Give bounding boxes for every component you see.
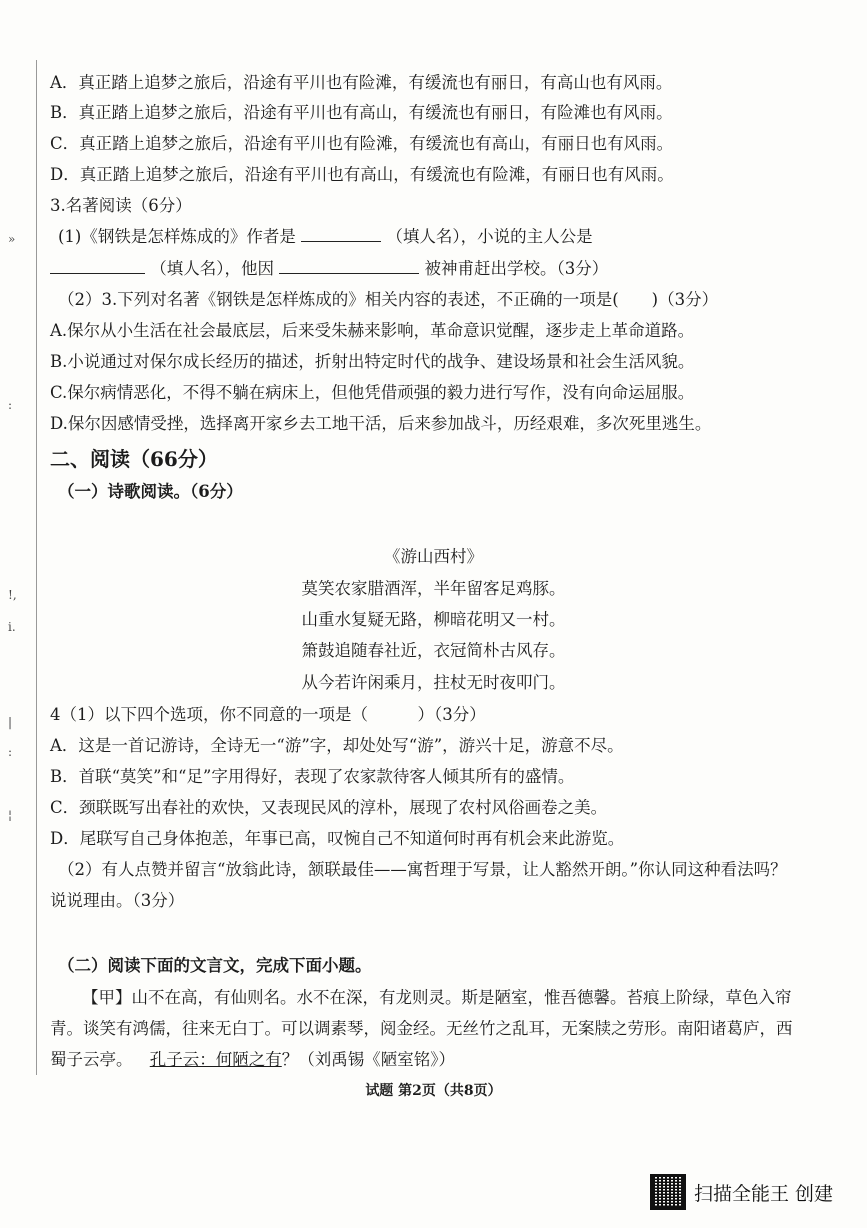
passage-line-2: 青。谈笑有鸿儒，往来无白丁。可以调素琴，阅金经。无丝竹之乱耳，无案牍之劳形。南阳诸葛庐，西 [50,1019,793,1038]
q3-part1-text-b: （填人名），小说的主人公是 [386,227,593,246]
q4-part2-line2: 说说理由。（3分） [50,891,185,910]
q2-option-a: A．真正踏上追梦之旅后，沿途有平川也有险滩，有缓流也有丽日，有高山也有风雨。 [50,73,673,92]
classical-reading-heading: （二）阅读下面的文言文，完成下面小题。 [58,956,372,975]
poem-line-4: 从今若许闲乘月，拄杖无时夜叩门。 [301,673,566,692]
poetry-reading-heading: （一）诗歌阅读。（6分） [58,482,243,501]
q3-option-d: D.保尔因感情受挫，选择离开家乡去工地干活，后来参加战斗，历经艰难，多次死里逃生。 [50,414,712,433]
margin-mark: | [8,715,13,729]
q3-part1-text-d: 被神甫赶出学校。（3分） [424,259,609,278]
passage-line-3-end: ？（刘禹锡《陋室铭》） [281,1050,455,1069]
passage-line-3 [50,1048,455,1072]
underlined-sentence: 孔子云：何陋之有 [149,1050,282,1069]
passage-line-3-start: 蜀子云亭。 [50,1050,133,1069]
q3-part1-line1 [58,225,593,249]
q3-option-b: B.小说通过对保尔成长经历的描述，折射出特定时代的战争、建设场景和社会生活风貌。 [50,352,695,371]
page-footer: 试题 第2页（共8页） [365,1083,502,1099]
q4-option-b: B．首联“莫笑”和“足”字用得好，表现了农家款待客人倾其所有的盛情。 [50,767,575,786]
q4-part2-line1: （2）有人点赞并留言“放翁此诗，颔联最佳——寓哲理于写景，让人豁然开朗。”你认同这种看法吗？ [58,860,787,879]
q2-option-d: D．真正踏上追梦之旅后，沿途有平川也有高山，有缓流也有险滩，有丽日也有风雨。 [50,165,674,184]
poem-title: 《游山西村》 [384,547,483,566]
qr-code-icon [650,1174,686,1210]
q4-option-a: A．这是一首记游诗，全诗无一“游”字，却处处写“游”，游兴十足，游意不尽。 [50,736,624,755]
author-answer-blank[interactable] [301,227,381,242]
margin-mark: : [8,398,13,412]
q3-part2: （2）3.下列对名著《钢铁是怎样炼成的》相关内容的表述，不正确的一项是( )（3分） [58,290,719,309]
passage-line-1: 【甲】山不在高，有仙则名。水不在深，有龙则灵。斯是陋室，惟吾德馨。苔痕上阶绿，草色入帘 [82,988,792,1007]
q4-part1: 4（1）以下四个选项，你不同意的一项是（ ）（3分） [50,705,486,724]
q4-option-c: C．颈联既写出春社的欢快，又表现民风的淳朴，展现了农村风俗画卷之美。 [50,798,608,817]
q3-option-a: A.保尔从小生活在社会最底层，后来受朱赫来影响，革命意识觉醒，逐步走上革命道路。 [50,321,695,340]
scanner-label: 扫描全能王 创建 [694,1182,834,1205]
protagonist-answer-blank[interactable] [50,259,145,274]
margin-mark: ¦ [8,808,13,822]
section-2-title: 二、阅读（66分） [50,447,218,471]
margin-mark: i. [8,620,16,634]
q4-option-d: D．尾联写自己身体抱恙，年事已高，叹惋自己不知道何时再有机会来此游览。 [50,829,625,848]
q2-option-b: B．真正踏上追梦之旅后，沿途有平川也有高山，有缓流也有丽日，有险滩也有风雨。 [50,103,673,122]
q3-part1-text-a: (1)《钢铁是怎样炼成的》作者是 [58,227,296,246]
reason-answer-blank[interactable] [279,259,419,274]
margin-mark: » [8,232,16,246]
poem-line-3: 箫鼓追随春社近，衣冠简朴古风存。 [301,641,566,660]
q3-option-c: C.保尔病情恶化，不得不躺在病床上，但他凭借顽强的毅力进行写作，没有向命运屈服。 [50,383,695,402]
q3-title: 3.名著阅读（6分） [50,196,192,215]
q2-option-c: C．真正踏上追梦之旅后，沿途有平川也有险滩，有缓流也有高山，有丽日也有风雨。 [50,134,674,153]
margin-mark: : [8,745,13,759]
q3-part1-text-c: （填人名），他因 [150,259,274,278]
margin-mark: !, [8,588,17,602]
poem-line-1: 莫笑农家腊酒浑，半年留客足鸡豚。 [301,579,566,598]
scanner-watermark [650,1172,833,1212]
q3-part1-line2 [50,257,608,281]
poem-line-2: 山重水复疑无路，柳暗花明又一村。 [301,610,566,629]
